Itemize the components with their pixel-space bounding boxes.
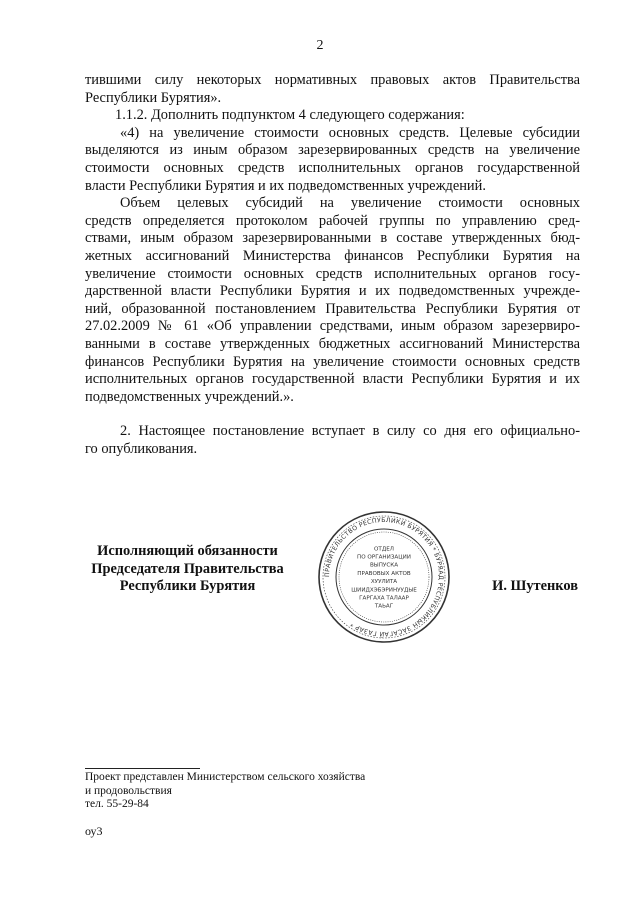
text-line: го опубликования.	[85, 440, 198, 457]
footnote-phone: тел. 55-29-84	[85, 798, 149, 810]
text-line: власти Республики Бурятия и их подведомственных учреждений.	[85, 177, 486, 194]
svg-text:ПРАВИТЕЛЬСТВО РЕСПУБЛИКИ БУРЯТ	[324, 517, 444, 639]
text-line: стоимости основных средств исполнительных органов государственной	[85, 159, 580, 176]
text-line: тившими силу некоторых нормативных правовых актов Правительства	[85, 72, 580, 88]
subsidy-paragraph: Объем целевых субсидий на увеличение стоимости основных	[120, 195, 580, 212]
seal-outer-text: ПРАВИТЕЛЬСТВО РЕСПУБЛИКИ БУРЯТИЯ * БУРЯАД РЕСПУБЛИКЫН ЗАСАГАЙ ГАЗАР *	[323, 516, 445, 638]
text-line: ванными в составе утвержденных бюджетных ассигнований Министерства	[85, 335, 580, 352]
signatory-title-line: Председателя Правительства	[91, 560, 284, 577]
document-body	[85, 72, 580, 458]
signatory-title-line: Республики Бурятия	[119, 578, 256, 595]
seal-center-line: ТАЬАГ	[374, 603, 394, 610]
seal-center-line: ПО ОРГАНИЗАЦИИ	[357, 554, 411, 561]
page-number: 2	[316, 38, 324, 53]
text-line: жетных ассигнований Министерства финансов Республики Бурятия на	[85, 247, 580, 264]
text-line: ствами, иным образом зарезервированными в составе утвержденных бюд-	[85, 230, 580, 247]
text-line: Республики Бурятия».	[85, 89, 222, 106]
text-line: ний, образованной постановлением Правительства Республики Бурятия от	[85, 300, 580, 317]
signatory-title-line: Исполняющий обязанности	[97, 543, 278, 559]
seal-center-line: ШИИДХЭБЭРИНУУДЫЕ	[351, 587, 417, 594]
seal-center-line: ОТДЕЛ	[374, 546, 394, 553]
official-seal	[316, 509, 452, 645]
text-line: дарственной власти Республики Бурятия и их подведомственных учрежде-	[85, 283, 580, 300]
text-line: подведомственных учреждений.».	[85, 388, 294, 405]
seal-center-line: ПРАВОВЫХ АКТОВ	[357, 570, 411, 577]
text-line: средств определяется протоколом рабочей группы по управлению сред-	[85, 212, 580, 229]
text-line: исполнительных органов государственной власти Республики Бурятия и их	[85, 371, 580, 388]
subpoint-4: «4) на увеличение стоимости основных средств. Целевые субсидии	[120, 124, 580, 141]
seal-center-line: ВЫПУСКА	[369, 562, 399, 569]
point-2-paragraph: 2. Настоящее постановление вступает в силу со дня его официально-	[120, 423, 580, 440]
paragraph-1-1-2: 1.1.2. Дополнить подпунктом 4 следующего содержания:	[115, 107, 465, 124]
seal-center-line: ХУУЛИТА	[370, 579, 398, 586]
seal-center-line: ГАРГАХА ТАЛААР	[359, 595, 409, 602]
footnote-divider	[85, 768, 200, 769]
footnote	[85, 771, 365, 812]
footnote-line: Проект представлен Министерством сельского хозяйства	[85, 771, 366, 783]
text-line: финансов Республики Бурятия на увеличение стоимости основных средств	[85, 353, 580, 370]
text-line: увеличение стоимости основных средств исполнительных органов госу-	[85, 265, 580, 282]
signatory-name: И. Шутенков	[492, 578, 578, 594]
footnote-line: и продовольствия	[85, 784, 172, 797]
document-code: оу3	[85, 824, 103, 838]
signatory-title	[85, 543, 290, 596]
text-line: выделяются из иным образом зарезервированных средств на увеличение	[85, 142, 580, 159]
text-line: 27.02.2009 № 61 «Об управлении средствами, иным образом зарезервиро-	[85, 318, 580, 335]
